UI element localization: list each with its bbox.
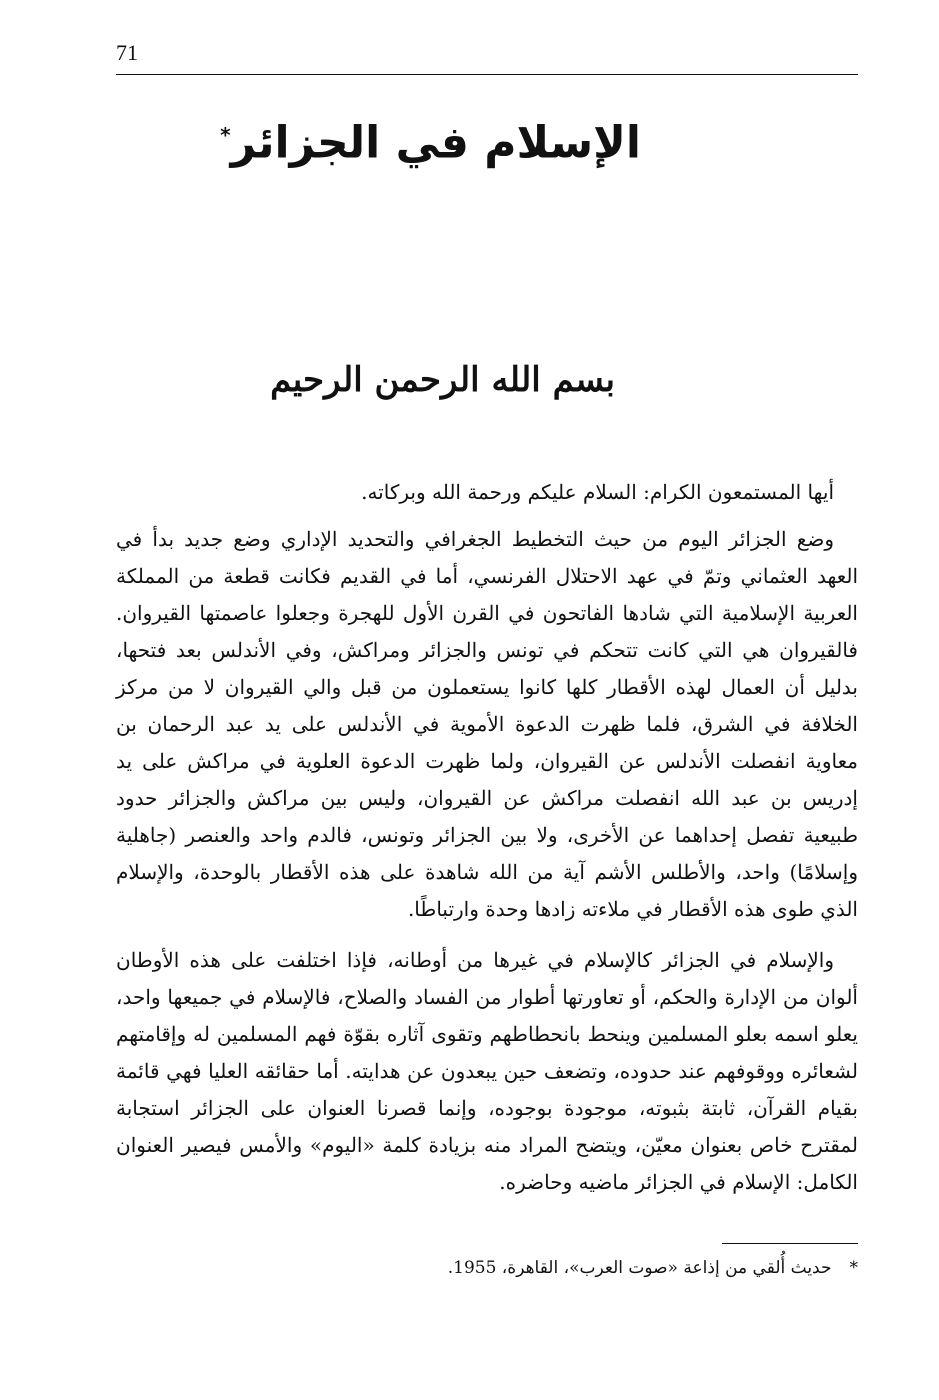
chapter-title-text: الإسلام في الجزائر bbox=[230, 117, 641, 169]
chapter-title bbox=[116, 100, 641, 179]
footnote-marker: * bbox=[849, 1258, 858, 1278]
footnote-text: حديث أُلقي من إذاعة «صوت العرب»، القاهرة، 1955. bbox=[447, 1258, 832, 1278]
footnote-rule bbox=[722, 1243, 858, 1244]
paragraph-greeting: أيها المستمعون الكرام: السلام عليكم ورحمة الله وبركاته. bbox=[361, 480, 834, 504]
footnote bbox=[116, 1252, 858, 1284]
paragraph: وضع الجزائر اليوم من حيث التخطيط الجغرافي والتحديد الإداري وضع جديد بدأ في العهد العثماني وتمّ في عهد الاحتلال الفرنسي، أما في القديم فكانت قطعة من المملكة العربية الإسلامية التي شادها الفاتحون في القرن الأول للهجرة وجعلوا عاصمتها القيروان. فالقيروان هي التي كانت تتحكم في تونس والجزائر ومراكش، وفي الأندلس بعد فتحها، بدليل أن العمال لهذه الأقطار كلها كانوا يستعملون من قبل والي القيروان لا من مركز الخلافة في الشرق، فلما ظهرت الدعوة الأموية في الأندلس على يد عبد الرحمان بن معاوية انفصلت الأندلس عن القيروان، ولما ظهرت الدعوة العلوية في مراكش على يد إدريس بن عبد الله انفصلت مراكش عن القيروان، وليس بين مراكش والجزائر حدود طبيعية تفصل إحداهما عن الأخرى، ولا بين الجزائر وتونس، فالدم واحد والعنصر (جاهلية وإسلامًا) واحد، والأطلس الأشم آية من الله شاهدة على هذه الأقطار بالوحدة، والإسلام الذي طوى هذه الأقطار في ملاءته زادها وحدة وارتباطًا. bbox=[116, 527, 858, 921]
paragraph: والإسلام في الجزائر كالإسلام في غيرها من أوطانه، فإذا اختلفت على هذه الأوطان ألوان من الإدارة والحكم، أو تعاورتها أطوار من الفساد والصلاح، فالإسلام في جميعها واحد، يعلو اسمه بعلو المسلمين وينحط بانحطاطهم وتقوى آثاره بقوّة فهم المسلمين له وإقامتهم لشعائره ووقوفهم عند حدوده، وتضعف حين يبعدون عن هدايته. أما حقائقه العليا فهي قائمة بقيام القرآن، ثابتة بثبوته، موجودة بوجوده، وإنما قصرنا العنوان على الجزائر استجابة لمقترح خاص بعنوان معيّن، ويتضح المراد منه بزيادة كلمة «اليوم» والأمس فيصير العنوان الكامل: الإسلام في الجزائر ماضيه وحاضره. bbox=[116, 948, 858, 1194]
basmala: بسم الله الرحمن الرحيم bbox=[270, 360, 615, 400]
body-text bbox=[116, 474, 858, 1215]
title-footnote-marker: * bbox=[220, 123, 231, 147]
page-number: 71 bbox=[116, 40, 138, 65]
header-rule bbox=[116, 74, 858, 75]
